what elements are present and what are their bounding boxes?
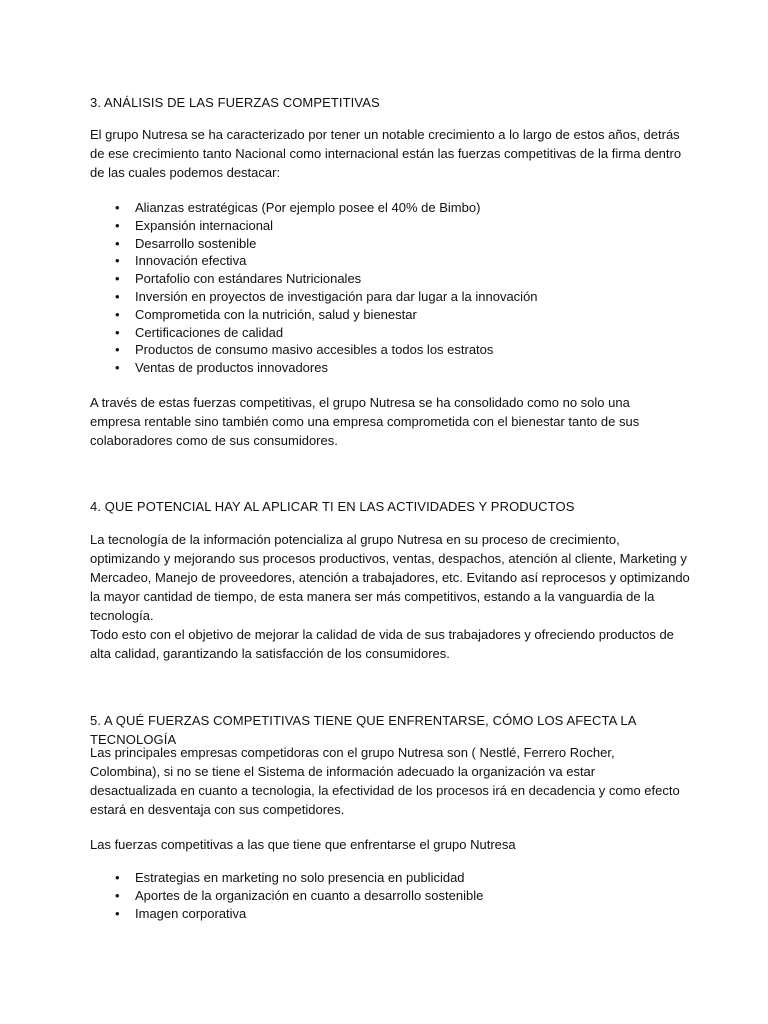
list-item-text: Portafolio con estándares Nutricionales — [135, 271, 362, 287]
section-3-conclusion: A través de estas fuerzas competitivas, el grupo Nutresa se ha consolidado como no solo una empresa rentable sino también como una empresa comprometida con el bienestar tanto de sus colaboradores como de sus consumidores. — [90, 395, 640, 448]
list-item — [90, 306, 690, 324]
bullet-icon: • — [115, 870, 120, 885]
list-item-text: Productos de consumo masivo accesibles a todos los estratos — [135, 342, 494, 358]
bullet-icon: • — [115, 271, 120, 287]
section-4-paragraph-2: Todo esto con el objetivo de mejorar la calidad de vida de sus trabajadores y ofreciendo productos de alta calidad, garantizando la satisfacción de los consumidores. — [90, 627, 674, 661]
bullet-icon: • — [115, 360, 120, 376]
list-item — [90, 199, 690, 217]
list-item — [90, 252, 690, 270]
list-item-text: Imagen corporativa — [135, 905, 247, 921]
list-item — [90, 288, 690, 306]
document-page — [90, 0, 690, 1024]
list-item-text: Inversión en proyectos de investigación para dar lugar a la innovación — [135, 288, 538, 304]
list-item — [90, 324, 690, 342]
list-item-text: Alianzas estratégicas (Por ejemplo posee el 40% de Bimbo) — [135, 200, 481, 215]
list-item — [90, 217, 690, 235]
bullet-icon: • — [115, 905, 120, 921]
section-4-heading: 4. QUE POTENCIAL HAY AL APLICAR TI EN LAS ACTIVIDADES Y PRODUCTOS — [90, 499, 575, 514]
bullet-icon: • — [115, 200, 120, 215]
bullet-icon: • — [115, 324, 120, 340]
section-5-paragraph-1: Las principales empresas competidoras con el grupo Nutresa son ( Nestlé, Ferrero Rocher, Colombina), si no se tiene el Sistema de información adecuado la organización va estar desactualizada en cuanto a tecnologia, la efectividad de los procesos irá en decadencia y como efecto estará en desventaja con sus competidores. — [90, 745, 680, 817]
list-item — [90, 235, 690, 253]
list-item-text: Desarrollo sostenible — [135, 235, 257, 251]
bullet-icon: • — [115, 288, 120, 304]
list-item-text: Innovación efectiva — [135, 253, 247, 269]
list-item — [90, 270, 690, 288]
list-item-text: Certificaciones de calidad — [135, 324, 284, 340]
section-3-bullet-list — [90, 199, 690, 377]
bullet-icon: • — [115, 887, 120, 903]
section-5-heading: 5. A QUÉ FUERZAS COMPETITIVAS TIENE QUE ENFRENTARSE, CÓMO LOS AFECTA LA TECNOLOGÍA — [90, 713, 636, 747]
bullet-icon: • — [115, 342, 120, 358]
section-4-paragraph-1: La tecnología de la información potencializa al grupo Nutresa en su proceso de crecimiento, optimizando y mejorando sus procesos productivos, ventas, despachos, atención al cliente, Marketing y Mercadeo, Manejo de proveedores, atención a trabajadores, etc. Evitando así reprocesos y optimizando la mayor cantidad de tiempo, de esta manera ser más competitivos, estando a la vanguardia de la tecnología. — [90, 532, 690, 623]
section-3-intro: El grupo Nutresa se ha caracterizado por tener un notable crecimiento a lo largo de estos años, detrás de ese crecimiento tanto Nacional como internacional están las fuerzas competitivas de la firma dentro de las cuales podemos destacar: — [90, 127, 682, 180]
list-item-text: Estrategias en marketing no solo presencia en publicidad — [135, 870, 465, 885]
section-5-bullet-list — [90, 869, 690, 922]
list-item — [90, 359, 690, 377]
bullet-icon: • — [115, 217, 120, 233]
bullet-icon: • — [115, 253, 120, 269]
list-item-text: Ventas de productos innovadores — [135, 360, 328, 376]
list-item-text: Aportes de la organización en cuanto a desarrollo sostenible — [135, 887, 484, 903]
bullet-icon: • — [115, 306, 120, 322]
section-3-heading: 3. ANÁLISIS DE LAS FUERZAS COMPETITIVAS — [90, 95, 380, 110]
list-item — [90, 341, 690, 359]
list-item-text: Comprometida con la nutrición, salud y bienestar — [135, 306, 417, 322]
list-item — [90, 905, 690, 923]
list-item-text: Expansión internacional — [135, 217, 274, 233]
bullet-icon: • — [115, 235, 120, 251]
section-5-paragraph-2: Las fuerzas competitivas a las que tiene que enfrentarse el grupo Nutresa — [90, 837, 516, 852]
list-item — [90, 869, 690, 887]
list-item — [90, 887, 690, 905]
